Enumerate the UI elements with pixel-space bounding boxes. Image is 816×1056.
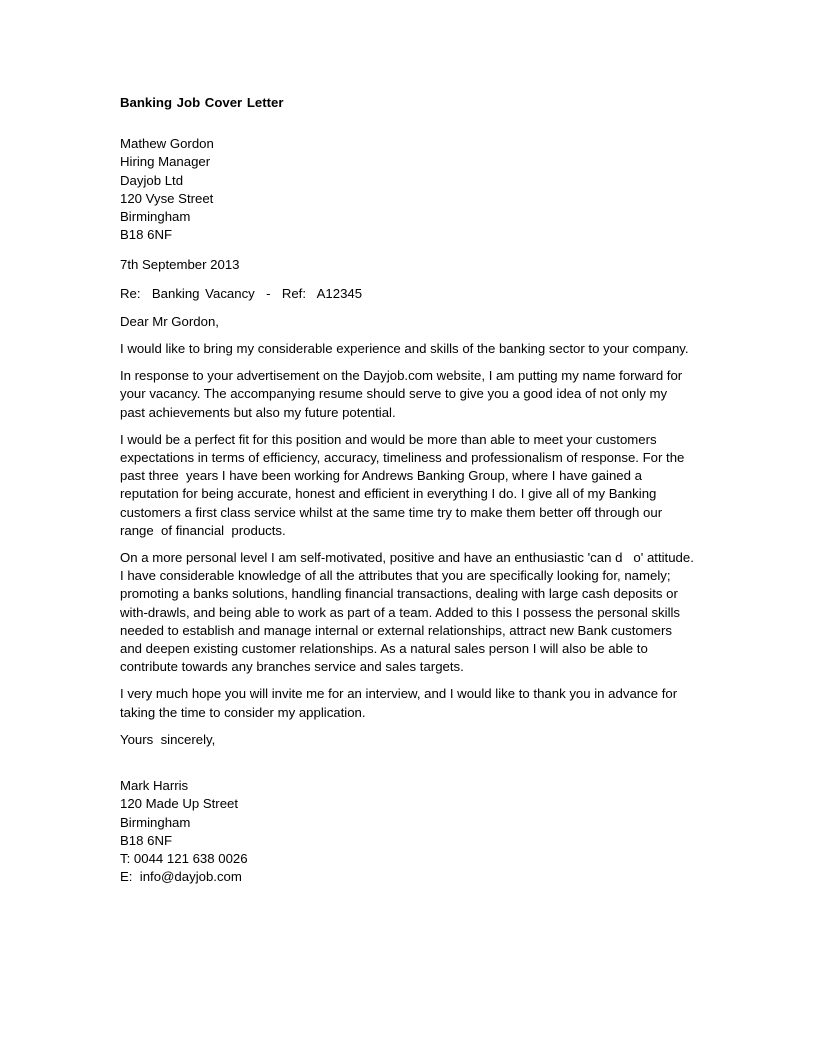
closing-text: Yours sincerely, [120, 731, 216, 747]
paragraph-line: promoting a banks solutions, handling financial transactions, dealing with large cash deposits or [120, 586, 678, 602]
recipient-name: Mathew Gordon [120, 136, 214, 152]
letter-title: Banking Job Cover Letter [120, 95, 284, 110]
sender-name: Mark Harris [120, 778, 189, 794]
recipient-address [120, 135, 700, 244]
paragraph-intro [120, 340, 700, 358]
cover-letter-page [120, 94, 700, 886]
recipient-street: 120 Vyse Street [120, 190, 214, 206]
recipient-job-title: Hiring Manager [120, 154, 211, 170]
sender-city: Birmingham [120, 814, 191, 830]
paragraph-line: On a more personal level I am self-motivated, positive and have an enthusiastic 'can d o' attitude. [120, 550, 694, 566]
sender-street: 120 Made Up Street [120, 796, 239, 812]
sender-email: E: info@dayjob.com [120, 869, 242, 885]
paragraph-line: In response to your advertisement on the Dayjob.com website, I am putting my name forward for [120, 368, 683, 384]
sender-phone: T: 0044 121 638 0026 [120, 850, 248, 866]
sender-signature-block [120, 777, 700, 886]
paragraph-line: I would like to bring my considerable experience and skills of the banking sector to your company. [120, 341, 689, 357]
closing [120, 731, 700, 749]
paragraph-line: I have considerable knowledge of all the attributes that you are specifically looking for, namely; [120, 568, 671, 584]
paragraph-line: past three years I have been working for Andrews Banking Group, where I have gained a [120, 468, 642, 484]
paragraph-line: past achievements but also my future potential. [120, 404, 396, 420]
paragraph-line: and deepen existing customer relationships. As a natural sales person I will also be able to [120, 641, 648, 657]
paragraph-line: taking the time to consider my application. [120, 704, 366, 720]
paragraph-interview [120, 685, 700, 721]
paragraph-line: I would be a perfect fit for this position and would be more than able to meet your customers [120, 431, 657, 447]
recipient-city: Birmingham [120, 209, 191, 225]
paragraph-line: range of financial products. [120, 522, 286, 538]
salutation: Dear Mr Gordon, [120, 313, 219, 329]
paragraph-line: reputation for being accurate, honest and efficient in everything I do. I give all of my Banking [120, 486, 657, 502]
paragraph-line: contribute towards any branches service and sales targets. [120, 659, 464, 675]
letter-date: 7th September 2013 [120, 257, 240, 273]
paragraph-line: customers a first class service whilst at the same time try to make them better off through our [120, 504, 663, 520]
recipient-postcode: B18 6NF [120, 227, 173, 243]
reference-text: Re: Banking Vacancy - Ref: A12345 [120, 285, 363, 301]
paragraph-personal [120, 549, 700, 676]
paragraph-line: I very much hope you will invite me for an interview, and I would like to thank you in advance for [120, 686, 678, 702]
recipient-company: Dayjob Ltd [120, 172, 184, 188]
paragraph-fit [120, 431, 700, 540]
paragraph-line: expectations in terms of efficiency, accuracy, timeliness and professionalism of response. For the [120, 450, 685, 466]
paragraph-line: needed to establish and manage internal or external relationships, attract new Bank customers [120, 622, 672, 638]
paragraph-response [120, 367, 700, 422]
paragraph-line: your vacancy. The accompanying resume should serve to give you a good idea of not only my [120, 386, 668, 402]
sender-postcode: B18 6NF [120, 832, 173, 848]
reference-line [120, 285, 700, 303]
paragraph-line: with-drawls, and being able to work as part of a team. Added to this I possess the personal skills [120, 604, 681, 620]
